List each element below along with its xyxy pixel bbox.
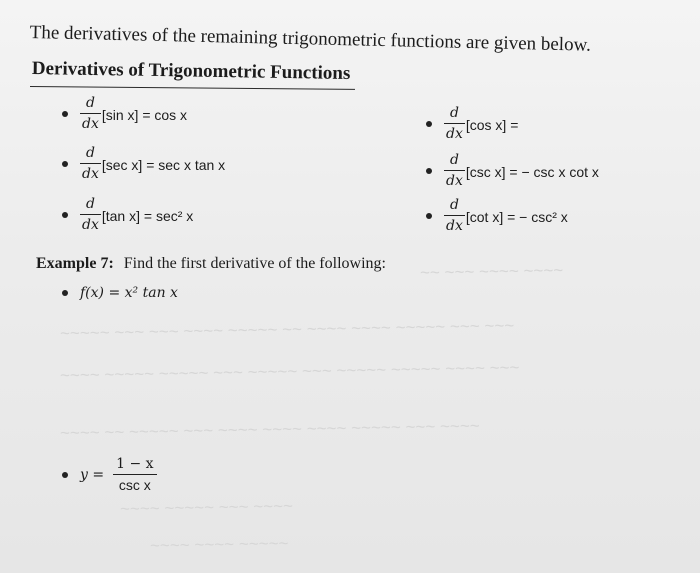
problem-fraction: [110, 457, 159, 492]
fraction-denominator: csc x: [113, 474, 157, 492]
problem-1: [62, 285, 178, 301]
bullet-icon: [426, 168, 432, 174]
derivative-operator: $\frac{d}{dx}$: [446, 197, 463, 234]
formula-expression: [cos x] =: [465, 116, 519, 133]
bullet-icon: [62, 290, 68, 296]
bleed-through-line: ~~~~ ~~~~~ ~~~~~ ~~~ ~~~~~ ~~~ ~~~~~ ~~~~~ ~~~~ ~~~: [59, 357, 520, 386]
derivative-operator: $\frac{d}{dx}$: [446, 105, 463, 142]
bleed-through-line: ~~~~ ~~~~~ ~~~ ~~~~: [119, 496, 294, 519]
formula-cot: [426, 198, 568, 233]
derivative-operator: $\frac{d}{dx}$: [82, 196, 99, 233]
example-line: [36, 255, 386, 273]
fraction-numerator: 1 − x: [116, 456, 154, 472]
problem-lhs: y =: [80, 466, 105, 483]
bleed-through-line: ~~~~ ~~~~ ~~~~~: [149, 533, 289, 556]
bullet-icon: [62, 212, 68, 218]
heading-underline: [30, 86, 355, 90]
bullet-icon: [62, 161, 68, 167]
problem-2: [62, 457, 161, 492]
formula-expression: [csc x] = − csc x cot x: [465, 163, 599, 180]
bleed-through-line: ~~~~ ~~ ~~~~~ ~~~ ~~~~ ~~~~ ~~~~ ~~~~~ ~~~ ~~~~: [59, 416, 480, 443]
section-heading: Derivatives of Trigonometric Functions: [31, 58, 351, 85]
derivative-operator: $\frac{d}{dx}$: [446, 152, 463, 189]
bullet-icon: [426, 213, 432, 219]
problem-expression: f(x) = x² tan x: [80, 285, 178, 301]
formula-csc: [426, 153, 599, 188]
formula-cos: [426, 106, 518, 141]
formula-expression: [sin x] = cos x: [101, 106, 188, 123]
example-instruction: Find the first derivative of the following:: [123, 255, 386, 272]
formula-expression: [tan x] = sec² x: [101, 207, 194, 224]
formula-sin: [62, 96, 187, 131]
intro-text: The derivatives of the remaining trigonometric functions are given below.: [29, 22, 592, 56]
example-label: Example 7:: [36, 255, 114, 272]
derivative-operator: $\frac{d}{dx}$: [82, 145, 99, 182]
derivative-operator: $\frac{d}{dx}$: [82, 95, 99, 132]
bleed-through-line: ~~ ~~~ ~~~~ ~~~~: [419, 260, 564, 283]
bleed-through-line: ~~~~~ ~~~ ~~~ ~~~~ ~~~~~ ~~ ~~~~ ~~~~ ~~~~~ ~~~ ~~~: [59, 316, 515, 343]
formula-expression: [sec x] = sec x tan x: [101, 156, 226, 173]
formula-tan: [62, 197, 193, 232]
formula-sec: [62, 146, 225, 181]
formula-expression: [cot x] = − csc² x: [465, 208, 568, 225]
bullet-icon: [426, 121, 432, 127]
bullet-icon: [62, 111, 68, 117]
bullet-icon: [62, 472, 68, 478]
